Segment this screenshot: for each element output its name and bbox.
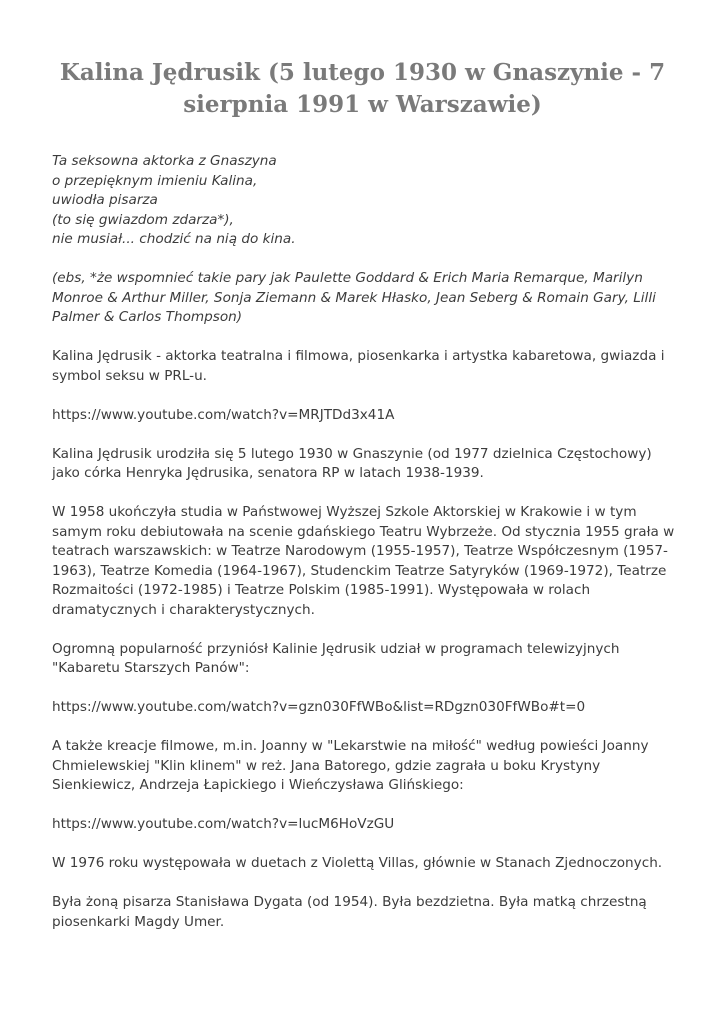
duets-paragraph: W 1976 roku występowała w duetach z Violettą Villas, głównie w Stanach Zjednoczonych.: [52, 855, 663, 871]
youtube-link-1: https://www.youtube.com/watch?v=MRJTDd3x41A: [52, 406, 395, 423]
author-note: (ebs, *że wspomnieć takie pary jak Paulette Goddard & Erich Maria Remarque, Marilyn Monroe & Arthur Miller, Sonja Ziemann & Marek Hłasko, Jean Seberg & Romain Gary, Lilli Palmer & Carlos Thompson): [52, 270, 656, 325]
limerick-poem: [52, 152, 682, 250]
poem-line: (to się gwiazdom zdarza*),: [52, 211, 234, 228]
film-paragraph: A także kreacje filmowe, m.in. Joanny w "Lekarstwie na miłość" według powieści Joanny Chmielewskiej "Klin klinem" w reż. Jana Batorego, gdzie zagrała u boku Krystyny Sienkiewicz, Andrzeja Łapickiego i Wieńczysława Glińskiego:: [52, 738, 649, 793]
poem-line: uwiodła pisarza: [52, 192, 158, 208]
youtube-link-2: https://www.youtube.com/watch?v=gzn030FfWBo&list=RDgzn030FfWBo#t=0: [52, 699, 586, 715]
youtube-link-3: https://www.youtube.com/watch?v=lucM6HoVzGU: [52, 816, 395, 832]
birth-paragraph: Kalina Jędrusik urodziła się 5 lutego 1930 w Gnaszynie (od 1977 dzielnica Częstochowy) jako córka Henryka Jędrusika, senatora RP w latach 1938-1939.: [52, 445, 652, 481]
popularity-paragraph: Ogromną popularność przyniósł Kalinie Jędrusik udział w programach telewizyjnych "Kabaretu Starszych Panów":: [52, 640, 620, 676]
career-paragraph: W 1958 ukończyła studia w Państwowej Wyższej Szkole Aktorskiej w Krakowie i w tym samym roku debiutowała na scenie gdańskiego Teatru Wybrzeże. Od stycznia 1955 grała w teatrach warszawskich: w Teatrze Narodowym (1955-1957), Teatrze Współczesnym (1957-1963), Teatrze Komedia (1964-1967), Studenckim Teatrze Satyryków (1969-1972), Teatrze Rozmaitości (1972-1985) i Teatrze Polskim (1985-1991). Występowała w rolach dramatycznych i charakterystycznych.: [52, 504, 675, 618]
intro-paragraph: Kalina Jędrusik - aktorka teatralna i filmowa, piosenkarka i artystka kabaretowa, gwiazda i symbol seksu w PRL-u.: [52, 348, 665, 384]
document-body: [52, 152, 682, 952]
poem-line: Ta seksowna aktorka z Gnaszyna: [52, 153, 277, 169]
poem-line: o przepięknym imieniu Kalina,: [52, 172, 258, 189]
poem-line: nie musiał... chodzić na nią do kina.: [52, 231, 296, 247]
page-title: Kalina Jędrusik (5 lutego 1930 w Gnaszynie - 7 sierpnia 1991 w Warszawie): [59, 59, 666, 118]
personal-life-paragraph: Była żoną pisarza Stanisława Dygata (od 1954). Była bezdzietna. Była matką chrzestną piosenkarki Magdy Umer.: [52, 894, 647, 930]
